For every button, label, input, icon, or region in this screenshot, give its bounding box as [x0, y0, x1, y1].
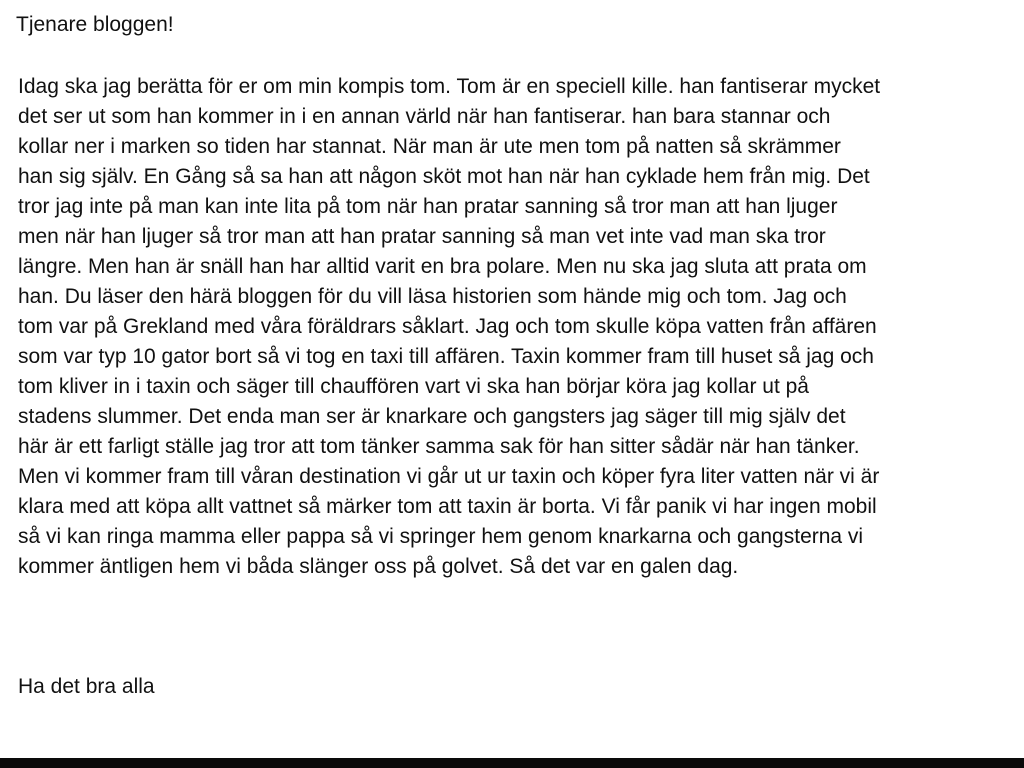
scan-bottom-edge [0, 758, 1024, 768]
paragraph-line: det ser ut som han kommer in i en annan värld när han fantiserar. han bara stannar och [18, 105, 831, 128]
paragraph-line: klara med att köpa allt vattnet så märker tom att taxin är borta. Vi får panik vi har ingen mobil [18, 495, 877, 518]
paragraph-line: tom kliver in i taxin och säger till chauffören vart vi ska han börjar köra jag kollar ut på [18, 375, 809, 398]
paragraph-line: han sig själv. En Gång så sa han att någon sköt mot han när han cyklade hem från mig. Det [18, 165, 870, 188]
paragraph-line: längre. Men han är snäll han har alltid varit en bra polare. Men nu ska jag sluta att prata om [18, 255, 867, 278]
greeting-heading: Tjenare bloggen! [16, 13, 174, 36]
paragraph-line: som var typ 10 gator bort så vi tog en taxi till affären. Taxin kommer fram till huset så jag och [18, 345, 874, 368]
signoff-text: Ha det bra alla [18, 675, 155, 698]
paragraph-line: kommer äntligen hem vi båda slänger oss på golvet. Så det var en galen dag. [18, 555, 739, 578]
paragraph-line: stadens slummer. Det enda man ser är knarkare och gangsters jag säger till mig själv det [18, 405, 846, 428]
paragraph-line: Idag ska jag berätta för er om min kompis tom. Tom är en speciell kille. han fantiserar mycket [18, 75, 881, 98]
paragraph-line: här är ett farligt ställe jag tror att tom tänker samma sak för han sitter sådär när han tänker. [18, 435, 860, 458]
paragraph-line: tom var på Grekland med våra föräldrars såklart. Jag och tom skulle köpa vatten från affären [18, 315, 877, 338]
body-paragraph [18, 72, 1018, 582]
paragraph-line: men när han ljuger så tror man att han pratar sanning så man vet inte vad man ska tror [18, 225, 826, 248]
paragraph-line: Men vi kommer fram till våran destination vi går ut ur taxin och köper fyra liter vatten när vi är [18, 465, 880, 488]
paragraph-line: han. Du läser den härä bloggen för du vill läsa historien som hände mig och tom. Jag och [18, 285, 847, 308]
paragraph-line: tror jag inte på man kan inte lita på tom när han pratar sanning så tror man att han ljuger [18, 195, 838, 218]
paragraph-line: så vi kan ringa mamma eller pappa så vi springer hem genom knarkarna och gangsterna vi [18, 525, 864, 548]
paragraph-line: kollar ner i marken so tiden har stannat. När man är ute men tom på natten så skrämmer [18, 135, 841, 158]
